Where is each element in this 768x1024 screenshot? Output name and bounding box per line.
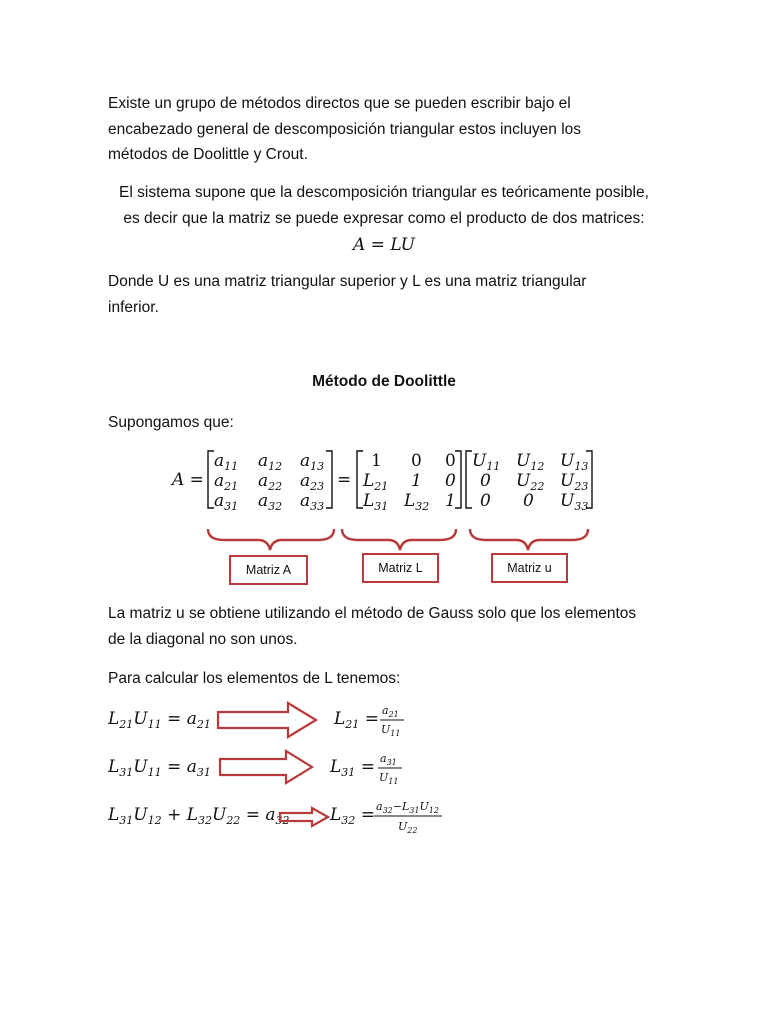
- definition-line-2: inferior.: [108, 298, 159, 316]
- matrix-l-r2: $L_{21}$ 1 0: [363, 471, 456, 493]
- brace-matrix-a: [208, 529, 334, 550]
- matrix-a-right-bracket: [326, 451, 332, 508]
- eq3-rhs-left: $L_{32}$ =: [330, 805, 375, 827]
- matrix-u-r3: 0 0 $U_{33}$: [480, 491, 589, 513]
- eq3-lhs: $L_{31}U_{12} + L_{32}U_{22} = a_{32}$: [108, 805, 290, 827]
- matrix-u-r2: 0 $U_{22}$ $U_{23}$: [480, 471, 589, 493]
- label-matrix-u: Matriz u: [491, 553, 568, 583]
- eq1-frac-den: $U_{11}$: [381, 723, 401, 738]
- arrow-2: [220, 751, 312, 783]
- label-matrix-l: Matriz L: [362, 553, 439, 583]
- definition-line-1: Donde U es una matriz triangular superior y L es una matriz triangular: [108, 273, 587, 290]
- eq2-frac-den: $U_{11}$: [379, 771, 399, 786]
- eq2-lhs: $L_{31}U_{11} = a_{31}$: [108, 757, 211, 779]
- matrix-a-r3: $a_{31}$ $a_{32}$ $a_{33}$: [214, 491, 325, 513]
- suppose-text: Supongamos que:: [108, 414, 234, 431]
- section-title: Método de Doolittle: [312, 373, 456, 390]
- label-matrix-a: Matriz A: [229, 555, 308, 585]
- matrix-l-right-bracket: [455, 451, 461, 508]
- gauss-note-line-1: La matriz u se obtiene utilizando el método de Gauss solo que los elementos: [108, 605, 637, 622]
- matrix-eq-lhs: A =: [172, 470, 204, 490]
- gauss-note-line-2: de la diagonal no son unos.: [108, 630, 298, 648]
- matrix-a-r2: $a_{21}$ $a_{22}$ $a_{23}$: [214, 471, 325, 493]
- eq3-frac-den: $U_{22}$: [398, 820, 418, 835]
- equation-a-lu: A = LU: [352, 235, 415, 255]
- matrix-a-r1: $a_{11}$ $a_{12}$ $a_{13}$: [214, 451, 325, 473]
- equals-sign-1: =: [337, 470, 352, 490]
- eq1-frac-num: $a_{21}$: [382, 704, 399, 719]
- calc-intro: Para calcular los elementos de L tenemos:: [108, 670, 401, 687]
- intro-line-2: encabezado general de descomposición triangular estos incluyen los: [108, 120, 582, 138]
- gauss-note: [108, 601, 688, 652]
- intro-line-3: métodos de Doolittle y Crout.: [108, 146, 308, 163]
- assumption-line-2: es decir que la matriz se puede expresar como el producto de dos matrices:: [123, 210, 645, 227]
- matrix-u-r1: $U_{11}$ $U_{12}$ $U_{13}$: [472, 451, 589, 473]
- assumption-line-1: El sistema supone que la descomposición triangular es teóricamente posible,: [119, 184, 649, 201]
- eq3-frac-num: $a_{32}-L_{31}U_{12}$: [376, 800, 439, 815]
- brace-matrix-l: [342, 529, 456, 550]
- matrix-l-r3: $L_{31}$ $L_{32}$ 1: [363, 491, 456, 513]
- arrow-1: [218, 703, 316, 737]
- matrix-l-r1: 1 0 0: [371, 451, 456, 471]
- eq2-rhs-left: $L_{31}$ =: [330, 757, 375, 779]
- brace-matrix-u: [470, 529, 588, 550]
- intro-line-1: Existe un grupo de métodos directos que se pueden escribir bajo el: [108, 95, 571, 112]
- eq1-lhs: $L_{21}U_{11} = a_{21}$: [108, 709, 211, 731]
- eq1-rhs-left: $L_{21}$ =: [334, 709, 379, 731]
- eq2-frac-num: $a_{31}$: [380, 752, 397, 767]
